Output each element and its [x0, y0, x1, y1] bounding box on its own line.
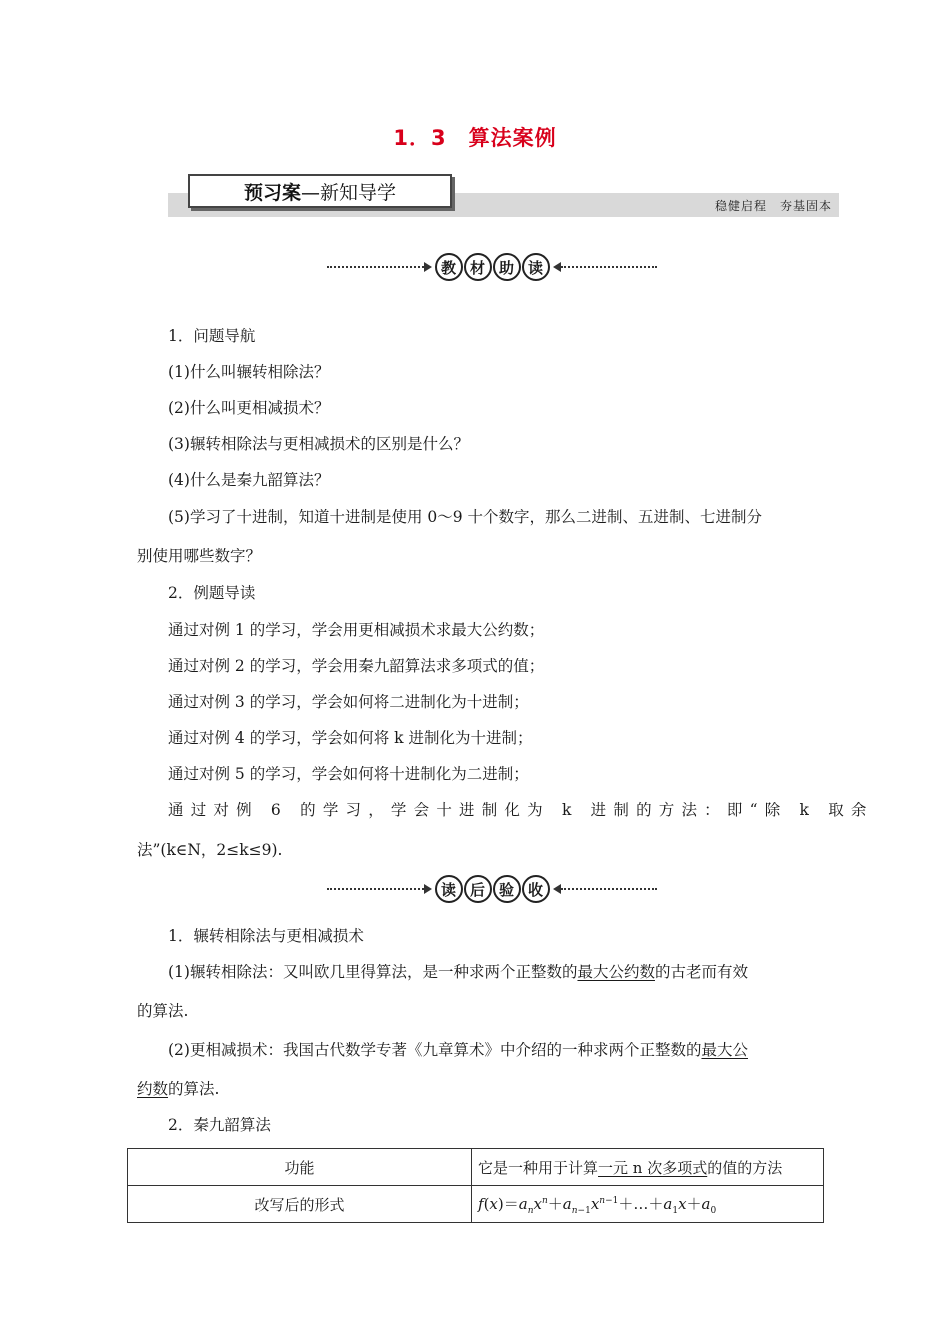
question-item: (2)什么叫更相减损术？ — [168, 399, 330, 417]
heading-char: 收 — [522, 875, 550, 903]
example-item: 通过对例 1 的学习，学会用更相减损术求最大公约数； — [168, 621, 545, 639]
example-item: 通过对例 2 的学习，学会用秦九韶算法求多项式的值； — [168, 657, 545, 675]
arrow-right-icon — [424, 262, 432, 272]
table-row — [128, 1186, 824, 1223]
heading-char: 后 — [464, 875, 492, 903]
dotted-rule-right — [561, 888, 658, 890]
paragraph-euclid — [168, 962, 748, 982]
question-item: (4)什么是秦九韶算法？ — [168, 471, 330, 489]
text: (2)更相减损术：我国古代数学专著《九章算术》中介绍的一种求两个正整数的 — [168, 1041, 702, 1059]
table-row — [128, 1149, 824, 1186]
answer-underline: 最大公 — [701, 1041, 748, 1059]
question-item: (1)什么叫辗转相除法？ — [168, 363, 330, 381]
heading-char: 验 — [493, 875, 521, 903]
text: 的算法. — [168, 1080, 220, 1098]
text: 它是一种用于计算 — [478, 1158, 599, 1177]
question-item-continued: 别使用哪些数字？ — [137, 547, 262, 565]
dotted-rule-right — [561, 266, 658, 268]
banner-label-rest: —新知导学 — [301, 181, 397, 204]
heading-char: 助 — [493, 253, 521, 281]
text: 的值的方法 — [707, 1158, 783, 1177]
banner-label — [188, 174, 452, 208]
paragraph-subtraction — [168, 1040, 748, 1060]
answer-underline: 最大公约数 — [577, 963, 655, 981]
arrow-right-icon — [424, 884, 432, 894]
arrow-left-icon — [553, 262, 561, 272]
paragraph-euclid-continued: 的算法. — [137, 1002, 189, 1020]
banner-label-bold: 预习案 — [243, 181, 301, 204]
dotted-rule-left — [327, 888, 424, 890]
answer-underline: 一元 n 次多项式 — [598, 1158, 708, 1177]
dotted-rule-left — [327, 266, 424, 268]
answer-underline: 约数 — [137, 1080, 169, 1098]
example-item: 通过对例 4 的学习，学会如何将 k 进制化为十进制； — [168, 729, 533, 747]
subheading-qin-jiushao: 2．秦九韶算法 — [168, 1116, 271, 1134]
subheading-question-guide: 1．问题导航 — [168, 327, 256, 345]
heading-char: 读 — [435, 875, 463, 903]
example-item: 通过对例 5 的学习，学会如何将十进制化为二进制； — [168, 765, 529, 783]
table-cell-value — [472, 1149, 824, 1186]
page-title: 1．3 算法案例 — [393, 126, 557, 150]
section-heading-review — [327, 873, 657, 905]
text: 的古老而有效 — [654, 963, 748, 981]
text: (1)辗转相除法：又叫欧几里得算法，是一种求两个正整数的 — [168, 963, 578, 981]
example-item-continued: 法”(k∈N，2≤k≤9). — [137, 841, 283, 859]
example-item: 通过对例 6 的学习，学会十进制化为 k 进制的方法：即“除 k 取余 — [168, 801, 874, 819]
subheading-example-guide: 2．例题导读 — [168, 584, 256, 602]
subheading-gcd-methods: 1．辗转相除法与更相减损术 — [168, 927, 364, 945]
table-cell-label: 改写后的形式 — [128, 1186, 472, 1223]
heading-char: 读 — [522, 253, 550, 281]
table-cell-label: 功能 — [128, 1149, 472, 1186]
heading-char: 教 — [435, 253, 463, 281]
question-item: (5)学习了十进制，知道十进制是使用 0～9 十个数字，那么二进制、五进制、七进制分 — [168, 508, 763, 526]
qin-jiushao-table — [127, 1148, 824, 1223]
question-item: (3)辗转相除法与更相减损术的区别是什么？ — [168, 435, 469, 453]
banner-slogan: 稳健启程 夯基固本 — [714, 199, 832, 213]
section-heading-textbook-reading — [327, 251, 657, 283]
paragraph-subtraction-continued — [137, 1079, 219, 1099]
example-item: 通过对例 3 的学习，学会如何将二进制化为十进制； — [168, 693, 529, 711]
heading-char: 材 — [464, 253, 492, 281]
arrow-left-icon — [553, 884, 561, 894]
polynomial-formula: $f(x)=a_nx^n+a_{n-1}x^{n-1}+\dots+a_1x+a_0$ — [472, 1186, 824, 1223]
